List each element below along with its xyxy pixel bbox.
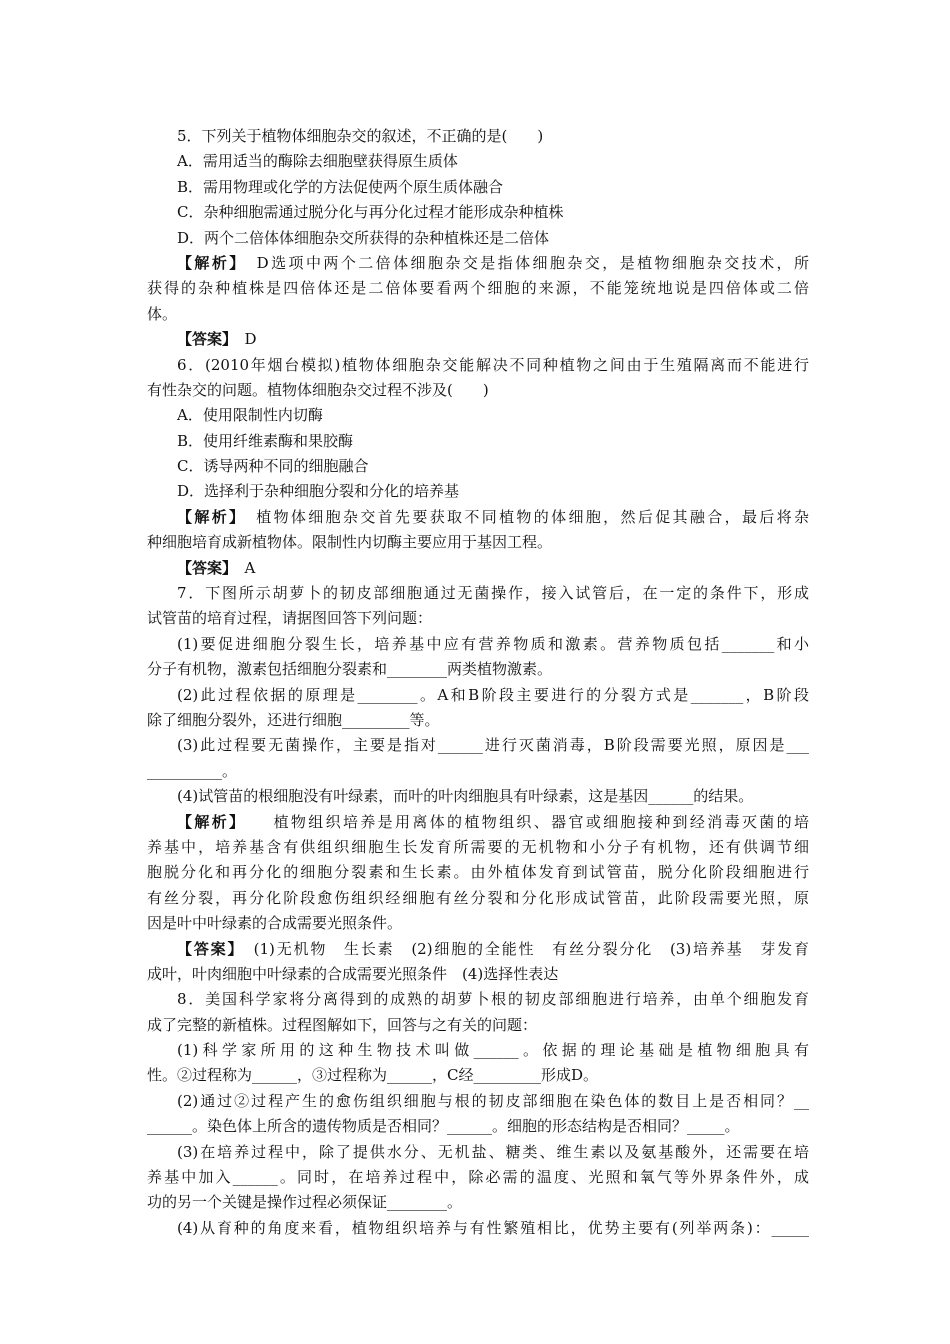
text-line-q5c <box>147 200 809 225</box>
text-line-q6a <box>147 353 809 378</box>
line-text: (4)从育种的角度来看，植物组织培养与有性繁殖相比，优势主要有(列举两条)：_____ <box>177 1218 809 1237</box>
text-line-q6A <box>147 403 809 428</box>
text-line-q6B <box>147 429 809 454</box>
line-text: 养基中，培养基含有供组织细胞生长发育所需要的无机物和小分子有机物，还有供调节细 <box>147 837 809 856</box>
line-text: (4)试管苗的根细胞没有叶绿素，而叶的叶肉细胞具有叶绿素，这是基因______的结果。 <box>177 787 754 806</box>
section-tag: 【解析】 <box>177 507 239 526</box>
line-text: 7．下图所示胡萝卜的韧皮部细胞通过无菌操作，接入试管后，在一定的条件下，形成 <box>177 584 809 603</box>
text-line-q6b <box>147 378 809 403</box>
text-line-q8a <box>147 987 809 1012</box>
line-text: 成了完整的新植株。过程图解如下，回答与之有关的问题： <box>147 1015 538 1034</box>
line-text: 8．美国科学家将分离得到的成熟的胡萝卜根的韧皮部细胞进行培养，由单个细胞发育 <box>177 990 809 1009</box>
text-line-q7j1 <box>147 810 809 835</box>
line-text: 6．(2010年烟台模拟)植物体细胞杂交能解决不同种植物之间由于生殖隔离而不能进行 <box>177 355 809 374</box>
text-line-q8b <box>147 1013 809 1038</box>
line-text: 分子有机物，激素包括细胞分裂素和________两类植物激素。 <box>147 660 553 679</box>
line-text: (3)在培养过程中，除了提供水分、无机盐、糖类、维生素以及氨基酸外，还需要在培 <box>177 1142 809 1161</box>
text-line-q7_1b <box>147 657 809 682</box>
line-text: 性。②过程称为______，③过程称为______，C经_________形成D。 <box>147 1066 599 1085</box>
line-text: A．需用适当的酶除去细胞壁获得原生质体 <box>177 152 458 171</box>
line-text: 除了细胞分裂外，还进行细胞_________等。 <box>147 710 440 729</box>
section-tag: 【解析】 <box>177 253 240 272</box>
line-text: A．使用限制性内切酶 <box>177 406 323 425</box>
line-text: 养基中加入______。同时，在培养过程中，除必需的温度、光照和氧气等外界条件外，成 <box>147 1168 809 1187</box>
text-line-q8_2b <box>147 1114 809 1139</box>
section-tag: 【答案】 <box>177 939 237 958</box>
text-line-q5a <box>147 149 809 174</box>
text-line-q6j2 <box>147 530 809 555</box>
text-line-q7_4 <box>147 784 809 809</box>
line-text: C．杂种细胞需通过脱分化与再分化过程才能形成杂种植株 <box>177 203 564 222</box>
text-line-q6C <box>147 454 809 479</box>
text-line-q6ans <box>147 556 809 581</box>
line-text: A <box>229 558 256 577</box>
text-line-q8_3b <box>147 1165 809 1190</box>
section-tag: 【答案】 <box>177 558 230 577</box>
text-line-q5j2 <box>147 276 809 301</box>
text-line-q5ans <box>147 327 809 352</box>
text-line-q7_3b <box>147 759 809 784</box>
text-line-q5j1 <box>147 251 809 276</box>
line-text: B．使用纤维素酶和果胶酶 <box>177 431 354 450</box>
text-line-q7j2 <box>147 835 809 860</box>
text-line-q8_4 <box>147 1216 809 1241</box>
line-text: 功的另一个关键是操作过程必须保证________。 <box>147 1193 463 1212</box>
section-tag: 【解析】 <box>177 812 239 831</box>
line-text: 试管苗的培育过程，请据图回答下列问题： <box>147 609 433 628</box>
text-line-q7_2a <box>147 683 809 708</box>
line-text: 获得的杂种植株是四倍体还是二倍体要看两个细胞的来源，不能笼统地说是四倍体或二倍 <box>147 279 809 298</box>
line-text: (2)通过②过程产生的愈伤组织细胞与根的韧皮部细胞在染色体的数目上是否相同？__ <box>177 1091 809 1110</box>
line-text: D．两个二倍体体细胞杂交所获得的杂种植株还是二倍体 <box>177 228 550 247</box>
line-text: 有丝分裂，再分化阶段愈伤组织经细胞有丝分裂和分化形成试管苗，此阶段需要光照，原 <box>147 888 809 907</box>
text-line-q7j4 <box>147 886 809 911</box>
line-text: C．诱导两种不同的细胞融合 <box>177 457 369 476</box>
line-text: (1)科学家所用的这种生物技术叫做______。依据的理论基础是植物细胞具有 <box>177 1041 809 1060</box>
text-line-q5d <box>147 226 809 251</box>
line-text: B．需用物理或化学的方法促使两个原生质体融合 <box>177 177 504 196</box>
text-line-q7_2b <box>147 708 809 733</box>
text-line-q5b <box>147 175 809 200</box>
line-text: D．选择利于杂种细胞分裂和分化的培养基 <box>177 482 460 501</box>
text-line-q8_2a <box>147 1089 809 1114</box>
line-text: 体。 <box>147 304 178 323</box>
line-text: (3)此过程要无菌操作，主要是指对______进行灭菌消毒，B阶段需要光照，原因是___ <box>177 736 809 755</box>
line-text: ______。染色体上所含的遗传物质是否相同？______。细胞的形态结构是否相同？_____。 <box>147 1117 740 1136</box>
document-page <box>147 124 809 1241</box>
text-line-q7j5 <box>147 911 809 936</box>
line-text: (1)无机物 生长素 (2)细胞的全能性 有丝分裂分化 (3)培养基 芽发育 <box>236 939 809 958</box>
text-line-q6D <box>147 479 809 504</box>
text-line-q5j3 <box>147 302 809 327</box>
line-text: D <box>229 330 257 349</box>
line-text: 植物组织培养是用离体的植物组织、器官或细胞接种到经消毒灭菌的培 <box>238 812 809 831</box>
line-text: 植物体细胞杂交首先要获取不同植物的体细胞，然后促其融合，最后将杂 <box>238 507 809 526</box>
text-line-q8_3c <box>147 1190 809 1215</box>
section-tag: 【答案】 <box>177 330 230 349</box>
line-text: __________。 <box>147 761 238 780</box>
text-line-q7ans2 <box>147 962 809 987</box>
line-text: (1)要促进细胞分裂生长，培养基中应有营养物质和激素。营养物质包括_______和小 <box>177 634 809 653</box>
text-line-q8_1a <box>147 1038 809 1063</box>
line-text: D选项中两个二倍体细胞杂交是指体细胞杂交，是植物细胞杂交技术，所 <box>239 253 809 272</box>
text-line-q8_1b <box>147 1063 809 1088</box>
text-line-q7b <box>147 606 809 631</box>
text-line-q6j1 <box>147 505 809 530</box>
text-line-q7j3 <box>147 860 809 885</box>
line-text: 胞脱分化和再分化的细胞分裂素和生长素。由外植体发育到试管苗，脱分化阶段细胞进行 <box>147 863 809 882</box>
line-text: 因是叶中叶绿素的合成需要光照条件。 <box>147 914 403 933</box>
text-line-q5 <box>147 124 809 149</box>
line-text: 种细胞培育成新植物体。限制性内切酶主要应用于基因工程。 <box>147 533 553 552</box>
line-text: (2)此过程依据的原理是________。A和B阶段主要进行的分裂方式是_______，B阶段 <box>177 685 809 704</box>
text-line-q7a <box>147 581 809 606</box>
text-line-q7_1a <box>147 632 809 657</box>
text-line-q7ans1 <box>147 937 809 962</box>
text-line-q8_3a <box>147 1140 809 1165</box>
line-text: 5．下列关于植物体细胞杂交的叙述，不正确的是( ) <box>177 127 544 145</box>
line-text: 成叶，叶肉细胞中叶绿素的合成需要光照条件 (4)选择性表达 <box>147 964 559 983</box>
text-line-q7_3a <box>147 733 809 758</box>
line-text: 有性杂交的问题。植物体细胞杂交过程不涉及( ) <box>147 380 489 399</box>
